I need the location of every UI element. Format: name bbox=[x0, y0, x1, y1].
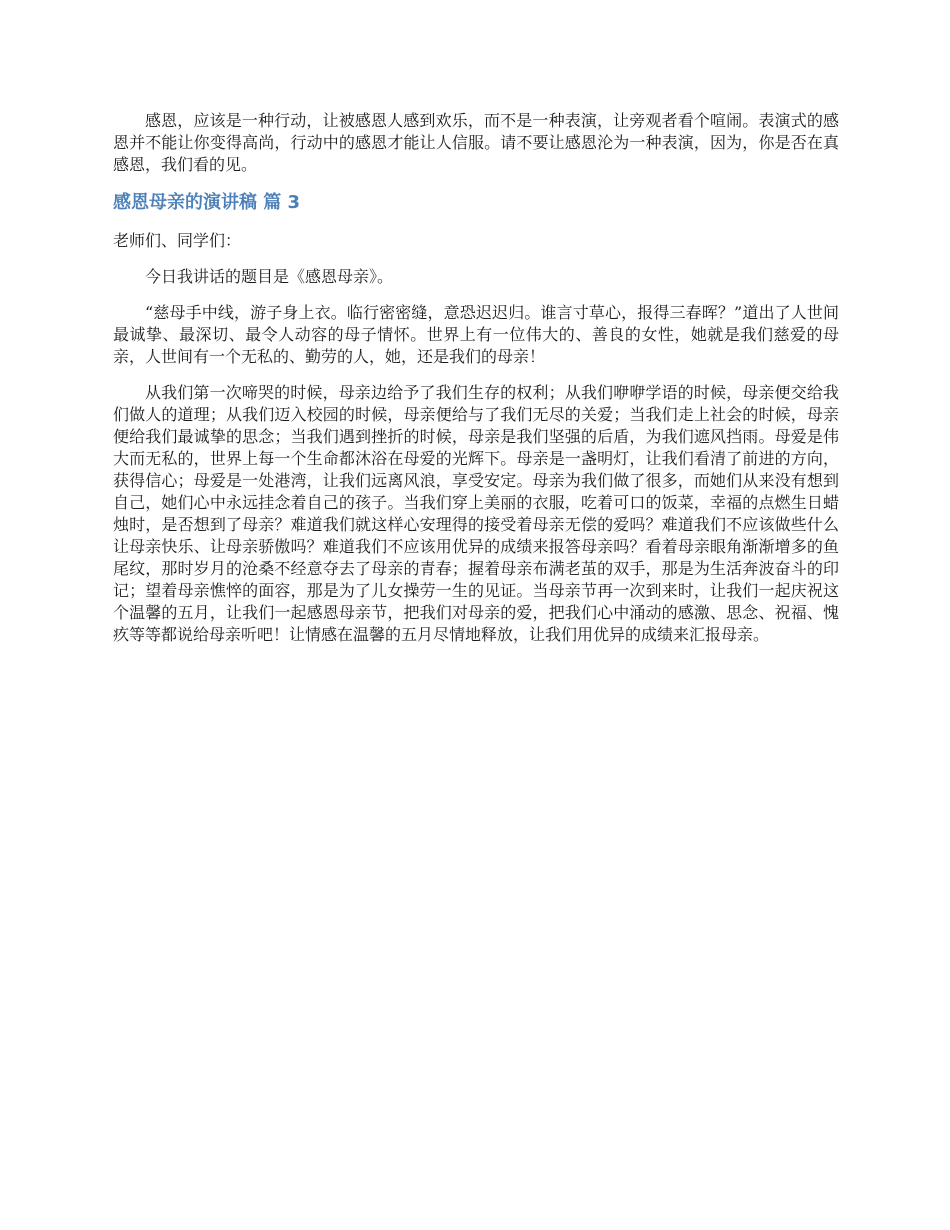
greeting: 老师们、同学们： bbox=[113, 231, 242, 250]
section-heading: 感恩母亲的演讲稿 篇 3 bbox=[113, 192, 301, 213]
paragraph-poem: “慈母手中线，游子身上衣。临行密密缝，意恐迟迟归。谁言寸草心，报得三春晖？”道出了人世间最诚挚、最深切、最令人动容的母子情怀。世界上有一位伟大的、善良的女性，她就是我们慈爱的母亲，人世间有一个无私的、勤劳的人，她，还是我们的母亲！ bbox=[113, 303, 839, 366]
paragraph-topic: 今日我讲话的题目是《感恩母亲》。 bbox=[145, 267, 394, 286]
document-page bbox=[113, 110, 839, 660]
previous-section-paragraph: 感恩，应该是一种行动，让被感恩人感到欢乐，而不是一种表演，让旁观者看个喧闹。表演式的感恩并不能让你变得高尚，行动中的感恩才能让人信服。请不要让感恩沦为一种表演，因为，你是否在真感恩，我们看的见。 bbox=[113, 111, 839, 174]
paragraph-body: 从我们第一次啼哭的时候，母亲边给予了我们生存的权利；从我们咿咿学语的时候，母亲便交给我们做人的道理；从我们迈入校园的时候，母亲便给与了我们无尽的关爱；当我们走上社会的时候，母亲便给我们最诚挚的思念；当我们遇到挫折的时候，母亲是我们坚强的后盾，为我们遮风挡雨。母爱是伟大而无私的，世界上每一个生命都沐浴在母爱的光辉下。母亲是一盏明灯，让我们看清了前进的方向，获得信心；母爱是一处港湾，让我们远离风浪，享受安定。母亲为我们做了很多，而她们从来没有想到自己，她们心中永远挂念着自己的孩子。当我们穿上美丽的衣服，吃着可口的饭菜，幸福的点燃生日蜡烛时，是否想到了母亲？难道我们就这样心安理得的接受着母亲无偿的爱吗？难道我们不应该做些什么让母亲快乐、让母亲骄傲吗？难道我们不应该用优异的成绩来报答母亲吗？看着母亲眼角渐渐增多的鱼尾纹，那时岁月的沧桑不经意夺去了母亲的青春；握着母亲布满老茧的双手，那是为生活奔波奋斗的印记；望着母亲憔悴的面容，那是为了儿女操劳一生的见证。当母亲节再一次到来时，让我们一起庆祝这个温馨的五月，让我们一起感恩母亲节，把我们对母亲的爱，把我们心中涌动的感激、思念、祝福、愧疚等等都说给母亲听吧！让情感在温馨的五月尽情地释放，让我们用优异的成绩来汇报母亲。 bbox=[113, 383, 839, 644]
